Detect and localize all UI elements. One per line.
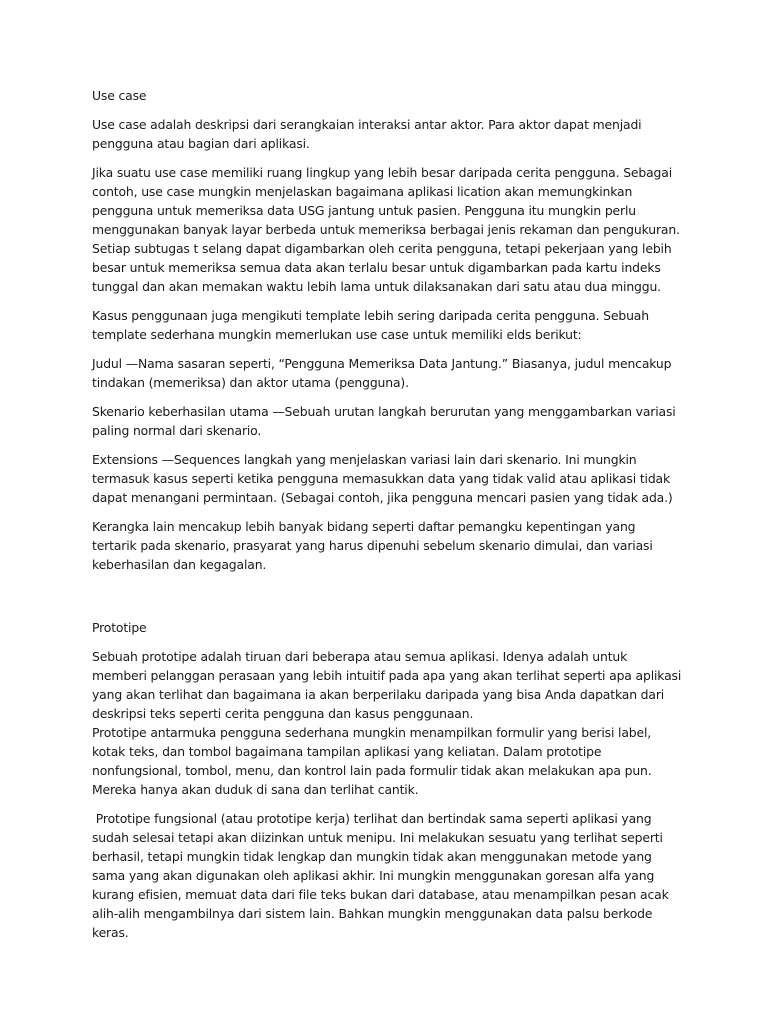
paragraph: Prototipe fungsional (atau prototipe kerja) terlihat dan bertindak sama seperti aplikasi yang sudah selesai tetapi akan diizinkan untuk menipu. Ini melakukan sesuatu yang terlihat seperti berhasil, tetapi mungkin tidak lengkap dan mungkin tidak akan menggunakan metode yang sama yang akan digunakan oleh aplikasi akhir. Ini mungkin menggunakan goresan alfa yang kurang efisien, memuat data dari file teks bukan dari database, atau menampilkan pesan acak alih-alih mengambilnya dari sistem lain. Bahkan mungkin menggunakan data palsu berkode keras. [92,811,673,940]
section-spacer [92,584,682,618]
paragraph: Skenario keberhasilan utama —Sebuah urutan langkah berurutan yang menggambarkan variasi paling normal dari skenario. [92,404,676,438]
paragraph: Sebuah prototipe adalah tiruan dari beberapa atau semua aplikasi. Idenya adalah untuk memberi pelanggan perasaan yang lebih intuitif pada apa yang akan terlihat seperti apa aplikasi yang akan terlihat dan bagaimana ia akan berperilaku daripada yang bisa Anda dapatkan dari deskripsi teks seperti cerita pengguna dan kasus penggunaan. [92,649,682,721]
document-page [92,86,682,952]
paragraph: Jika suatu use case memiliki ruang lingkup yang lebih besar daripada cerita pengguna. Sebagai contoh, use case mungkin menjelaskan bagaimana aplikasi lication akan memungkinkan pengguna untuk memeriksa data USG jantung untuk pasien. Pengguna itu mungkin perlu menggunakan banyak layar berbeda untuk memeriksa berbagai jenis rekaman dan pengukuran. Setiap subtugas t selang dapat digambarkan oleh cerita pengguna, tetapi pekerjaan yang lebih besar untuk memeriksa semua data akan terlalu besar untuk digambarkan pada kartu indeks tunggal dan akan memakan waktu lebih lama untuk dilaksanakan dari satu atau dua minggu. [92,165,680,294]
paragraph: Extensions —Sequences langkah yang menjelaskan variasi lain dari skenario. Ini mungkin termasuk kasus seperti ketika pengguna memasukkan data yang tidak valid atau aplikasi tidak dapat menangani permintaan. (Sebagai contoh, jika pengguna mencari pasien yang tidak ada.) [92,452,673,505]
section-heading-prototipe: Prototipe [92,620,147,635]
paragraph: Kerangka lain mencakup lebih banyak bidang seperti daftar pemangku kepentingan yang tertarik pada skenario, prasyarat yang harus dipenuhi sebelum skenario dimulai, dan variasi keberhasilan dan kegagalan. [92,519,653,572]
paragraph: Judul —Nama sasaran seperti, “Pengguna Memeriksa Data Jantung.” Biasanya, judul mencakup tindakan (memeriksa) dan aktor utama (pengguna). [92,356,672,390]
paragraph: Prototipe antarmuka pengguna sederhana mungkin menampilkan formulir yang berisi label, kotak teks, dan tombol bagaimana tampilan aplikasi yang keliatan. Dalam prototipe nonfungsional, tombol, menu, dan kontrol lain pada formulir tidak akan melakukan apa pun. Mereka hanya akan duduk di sana dan terlihat cantik. [92,725,652,797]
section-heading-use-case: Use case [92,88,147,103]
paragraph: Use case adalah deskripsi dari serangkaian interaksi antar aktor. Para aktor dapat menjadi pengguna atau bagian dari aplikasi. [92,117,642,151]
paragraph: Kasus penggunaan juga mengikuti template lebih sering daripada cerita pengguna. Sebuah template sederhana mungkin memerlukan use case untuk memiliki elds berikut: [92,308,649,342]
